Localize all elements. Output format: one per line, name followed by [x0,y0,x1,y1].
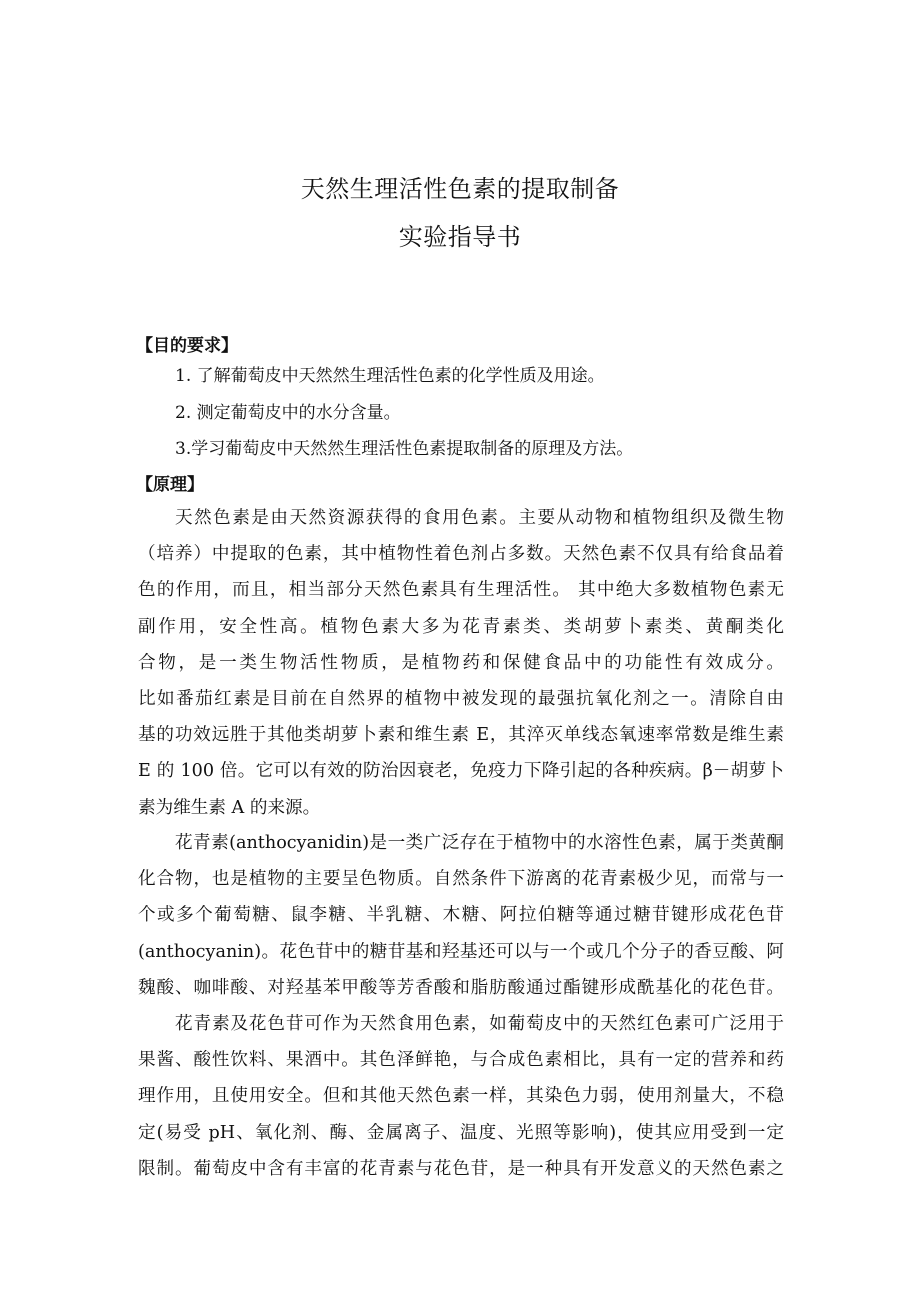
paragraph-line: 基的功效远胜于其他类胡萝卜素和维生素 E，其淬灭单线态氧速率常数是维生素 [138,725,784,746]
paragraph-line: 果酱、酸性饮料、果酒中。其色泽鲜艳，与合成色素相比，具有一定的营养和药 [138,1050,784,1071]
paragraph-applications [138,1006,784,1187]
paragraph-line: （培养）中提取的色素，其中植物性着色剂占多数。天然色素不仅具有给食品着 [138,544,784,565]
paragraph-line: 色的作用，而且，相当部分天然色素具有生理活性。 其中绝大多数植物色素无 [138,580,784,601]
paragraph-line: 副作用，安全性高。植物色素大多为花青素类、类胡萝卜素类、黄酮类化 [138,616,784,637]
objective-item: 2. 测定葡萄皮中的水分含量。 [175,403,401,423]
paragraph-natural-pigments [138,500,784,826]
paragraph-line: 个或多个葡萄糖、鼠李糖、半乳糖、木糖、阿拉伯糖等通过糖苷键形成花色苷 [138,905,784,926]
paragraph-line: 魏酸、咖啡酸、对羟基苯甲酸等芳香酸和脂肪酸通过酯键形成酰基化的花色苷。 [138,977,784,998]
paragraph-line: 理作用，且使用安全。但和其他天然色素一样，其染色力弱，使用剂量大，不稳 [138,1086,784,1107]
paragraph-anthocyanidin [138,825,784,1006]
objective-item: 1. 了解葡萄皮中天然然生理活性色素的化学性质及用途。 [175,366,605,386]
paragraph-line: 花青素(anthocyanidin)是一类广泛存在于植物中的水溶性色素，属于类黄酮 [175,833,784,853]
paragraph-line: (anthocyanin)。花色苷中的糖苷基和羟基还可以与一个或几个分子的香豆酸、阿 [138,941,784,962]
section-heading-principle: 【原理】 [136,475,204,495]
section-heading-objectives: 【目的要求】 [136,336,238,356]
paragraph-line: 限制。葡萄皮中含有丰富的花青素与花色苷，是一种具有开发意义的天然色素之 [138,1158,784,1179]
paragraph-line: 天然色素是由天然资源获得的食用色素。主要从动物和植物组织及微生物 [175,508,784,528]
paragraph-line: 化合物，也是植物的主要呈色物质。自然条件下游离的花青素极少见，而常与一 [138,869,784,890]
paragraph-line: 合物，是一类生物活性物质，是植物药和保健食品中的功能性有效成分。 [138,652,784,673]
paragraph-line: 比如番茄红素是目前在自然界的植物中被发现的最强抗氧化剂之一。清除自由 [138,689,784,710]
paragraph-line: E 的 100 倍。它可以有效的防治因衰老，免疫力下降引起的各种疾病。β－胡萝卜 [138,761,784,782]
document-subtitle: 实验指导书 [398,223,522,251]
paragraph-line: 定(易受 pH、氧化剂、酶、金属离子、温度、光照等影响)，使其应用受到一定 [138,1122,784,1143]
document-title: 天然生理活性色素的提取制备 [300,175,620,203]
objective-item: 3.学习葡萄皮中天然然生理活性色素提取制备的原理及方法。 [175,439,634,459]
paragraph-line: 素为维生素 A 的来源。 [138,797,321,818]
paragraph-line: 花青素及花色苷可作为天然食用色素，如葡萄皮中的天然红色素可广泛用于 [175,1014,784,1034]
